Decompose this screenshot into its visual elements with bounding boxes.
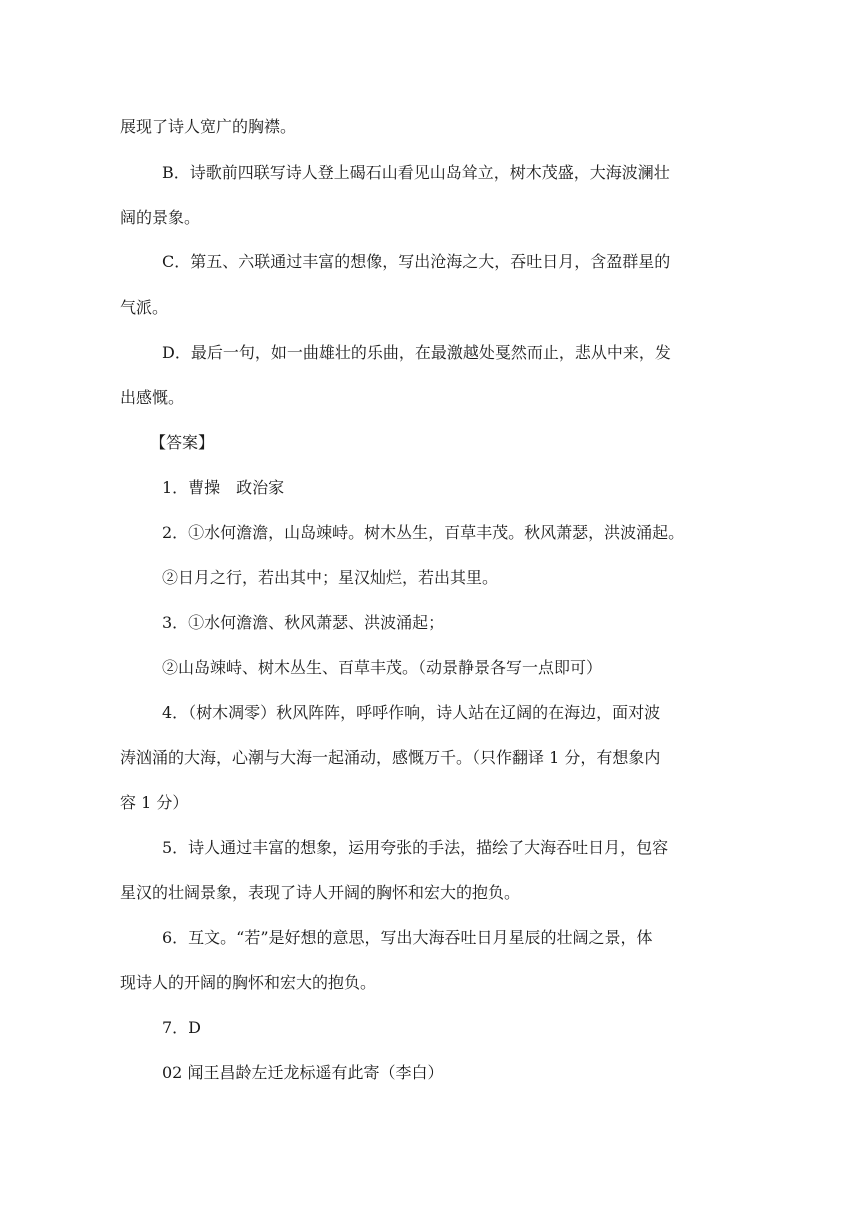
answer-5: 5．诗人通过丰富的想象，运用夸张的手法，描绘了大海吞吐日月，包容 — [162, 838, 669, 857]
text-line: 气派。 — [120, 298, 169, 317]
text-line: ②山岛竦峙、树木丛生、百草丰茂。（动景静景各写一点即可） — [162, 658, 603, 677]
text-line: 容 1 分） — [120, 793, 189, 812]
answer-4: 4．（树木凋零）秋风阵阵，呼呼作响，诗人站在辽阔的在海边，面对波 — [162, 703, 661, 722]
answer-heading: 【答案】 — [150, 433, 215, 452]
answer-1: 1．曹操 政治家 — [162, 478, 285, 497]
text-line: 涛汹涌的大海，心潮与大海一起涌动，感慨万千。（只作翻译 1 分，有想象内 — [120, 748, 661, 767]
answer-6: 6．互文。“若”是好想的意思，写出大海吞吐日月星辰的壮阔之景，体 — [162, 928, 653, 947]
text-line: 星汉的壮阔景象，表现了诗人开阔的胸怀和宏大的抱负。 — [120, 883, 521, 902]
text-line: 现诗人的开阔的胸怀和宏大的抱负。 — [120, 973, 377, 992]
text-line: 出感慨。 — [120, 388, 185, 407]
text-line: ②日月之行，若出其中；星汉灿烂，若出其里。 — [162, 568, 499, 587]
answer-7: 7．D — [162, 1018, 202, 1037]
option-b: B．诗歌前四联写诗人登上碣石山看见山岛耸立，树木茂盛，大海波澜壮 — [162, 163, 670, 182]
text-line: 阔的景象。 — [120, 208, 201, 227]
answer-3: 3．①水何澹澹、秋风萧瑟、洪波涌起； — [162, 613, 445, 632]
text-line: 展现了诗人宽广的胸襟。 — [120, 117, 297, 136]
answer-2: 2．①水何澹澹，山岛竦峙。树木丛生，百草丰茂。秋风萧瑟，洪波涌起。 — [162, 523, 685, 542]
option-c: C．第五、六联通过丰富的想像，写出沧海之大，吞吐日月，含盈群星的 — [162, 252, 671, 271]
option-d: D．最后一句，如一曲雄壮的乐曲，在最激越处戛然而止，悲从中来，发 — [162, 343, 671, 362]
section-heading: 02 闻王昌龄左迁龙标遥有此寄（李白） — [162, 1063, 444, 1082]
